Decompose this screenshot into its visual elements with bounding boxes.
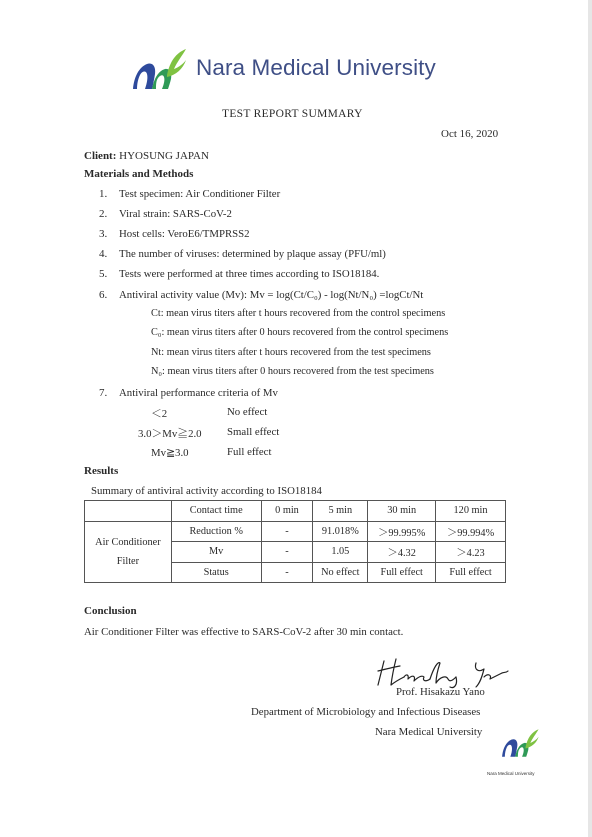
criteria-range: 3.0＞Mv≧2.0	[138, 428, 202, 440]
definition: Nt: mean virus titers after t hours recovered from the test specimens	[151, 347, 431, 358]
small-logo-text: Nara Medical University	[487, 771, 535, 776]
table-cell: -	[261, 521, 313, 542]
item-text: Antiviral performance criteria of Mv	[119, 387, 278, 399]
table-row-label: Status	[171, 562, 261, 583]
table-cell: 1.05	[313, 542, 368, 563]
table-cell: 91.018%	[313, 521, 368, 542]
handwritten-signature	[376, 655, 516, 689]
item-number: 6.	[99, 289, 108, 301]
table-header-cell: 5 min	[313, 501, 368, 522]
table-header-row	[85, 501, 506, 522]
item-number: 7.	[99, 387, 108, 399]
table-cell: ＞4.32	[368, 542, 436, 563]
client-label: Client:	[84, 150, 117, 162]
table-cell: ＞4.23	[436, 542, 506, 563]
results-table	[84, 500, 506, 583]
definition: C₀: mean virus titers after 0 hours recovered from the control specimens	[151, 327, 449, 338]
table-header-cell: 0 min	[261, 501, 313, 522]
criteria-effect: No effect	[227, 406, 268, 418]
item-text: Test specimen: Air Conditioner Filter	[119, 188, 281, 200]
item-text: Tests were performed at three times according to ISO18184.	[119, 268, 380, 280]
nara-medical-university-logo-icon	[130, 47, 188, 91]
page-edge	[588, 0, 592, 837]
signatory-name: Prof. Hisakazu Yano	[396, 686, 485, 698]
table-corner-cell	[85, 501, 172, 522]
table-cell: No effect	[313, 562, 368, 583]
table-cell: Full effect	[368, 562, 436, 583]
table-row	[85, 521, 506, 542]
item-number: 3.	[99, 228, 108, 240]
criteria-effect: Full effect	[227, 446, 272, 458]
criteria-effect: Small effect	[227, 426, 280, 438]
table-header-cell: 120 min	[436, 501, 506, 522]
results-caption: Summary of antiviral activity according to ISO18184	[91, 485, 322, 497]
item-number: 5.	[99, 268, 108, 280]
client-value: HYOSUNG JAPAN	[119, 150, 209, 162]
item-number: 2.	[99, 208, 108, 220]
table-cell: ＞99.994%	[436, 521, 506, 542]
item-text: Viral strain: SARS-CoV-2	[119, 208, 232, 220]
table-cell: -	[261, 542, 313, 563]
table-row-group-label: Air Conditioner Filter	[85, 521, 172, 583]
conclusion-text: Air Conditioner Filter was effective to SARS-CoV-2 after 30 min contact.	[84, 626, 404, 638]
conclusion-heading: Conclusion	[84, 605, 137, 617]
client-line	[84, 150, 209, 162]
table-cell: Full effect	[436, 562, 506, 583]
report-date: Oct 16, 2020	[441, 128, 499, 140]
report-title: TEST REPORT SUMMARY	[222, 108, 363, 120]
nara-medical-university-small-logo-icon	[500, 727, 540, 759]
signatory-university: Nara Medical University	[375, 726, 483, 738]
criteria-range: Mv≧3.0	[151, 447, 189, 459]
university-name: Nara Medical University	[196, 55, 436, 80]
signatory-department: Department of Microbiology and Infectious Diseases	[251, 706, 481, 718]
item-text: Antiviral activity value (Mv): Mv = log(Ct/C₀) - log(Nt/N₀) =logCt/Nt	[119, 289, 424, 301]
criteria-range: ＜2	[151, 408, 168, 420]
item-number: 1.	[99, 188, 108, 200]
definition: N₀: mean virus titers after 0 hours recovered from the test specimens	[151, 366, 434, 377]
materials-heading: Materials and Methods	[84, 168, 194, 180]
definition: Ct: mean virus titers after t hours recovered from the control specimens	[151, 308, 446, 319]
item-number: 4.	[99, 248, 108, 260]
item-text: Host cells: VeroE6/TMPRSS2	[119, 228, 250, 240]
table-header-cell: Contact time	[171, 501, 261, 522]
table-cell: -	[261, 562, 313, 583]
table-row-label: Mv	[171, 542, 261, 563]
table-cell: ＞99.995%	[368, 521, 436, 542]
table-row-label: Reduction %	[171, 521, 261, 542]
results-heading: Results	[84, 465, 119, 477]
table-header-cell: 30 min	[368, 501, 436, 522]
item-text: The number of viruses: determined by plaque assay (PFU/ml)	[119, 248, 386, 260]
